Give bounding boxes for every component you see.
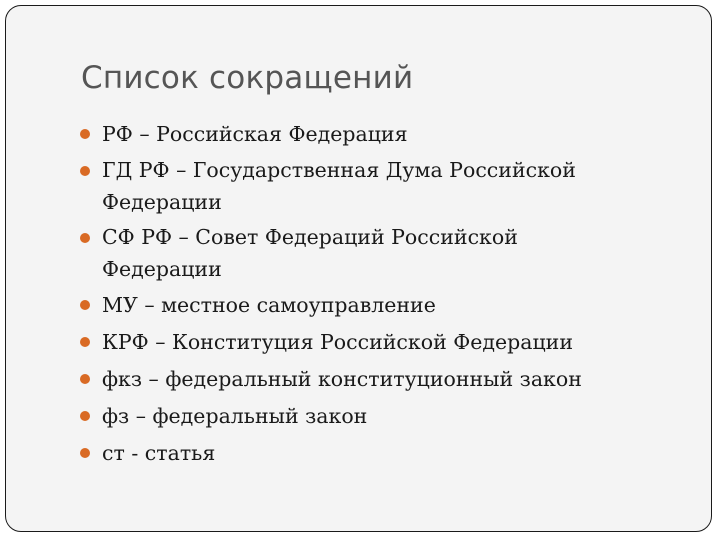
bullet-dot-icon [80, 300, 90, 310]
list-item [80, 155, 680, 218]
bullet-dot-icon [80, 448, 90, 458]
list-item [80, 289, 680, 322]
list-item [80, 363, 680, 396]
list-item [80, 437, 680, 470]
bullet-text: МУ – местное самоуправление [102, 293, 436, 317]
bullet-dot-icon [80, 374, 90, 384]
bullet-dot-icon [80, 166, 90, 176]
list-item [80, 222, 680, 285]
slide-title: Список сокращений [81, 60, 414, 96]
bullet-text: фкз – федеральный конституционный закон [102, 367, 582, 391]
bullet-dot-icon [80, 411, 90, 421]
bullet-text: ст - статья [102, 441, 216, 465]
list-item [80, 326, 680, 359]
bullet-text: КРФ – Конституция Российской Федерации [102, 330, 574, 354]
list-item [80, 400, 680, 433]
bullet-text: РФ – Российская Федерация [102, 122, 408, 146]
bullet-list [80, 118, 680, 474]
bullet-dot-icon [80, 337, 90, 347]
bullet-dot-icon [80, 129, 90, 139]
list-item [80, 118, 680, 151]
bullet-dot-icon [80, 233, 90, 243]
bullet-text: фз – федеральный закон [102, 404, 368, 428]
bullet-text: СФ РФ – Совет Федераций Российской Федерации [102, 225, 518, 281]
bullet-text: ГД РФ – Государственная Дума Российской Федерации [102, 158, 576, 214]
